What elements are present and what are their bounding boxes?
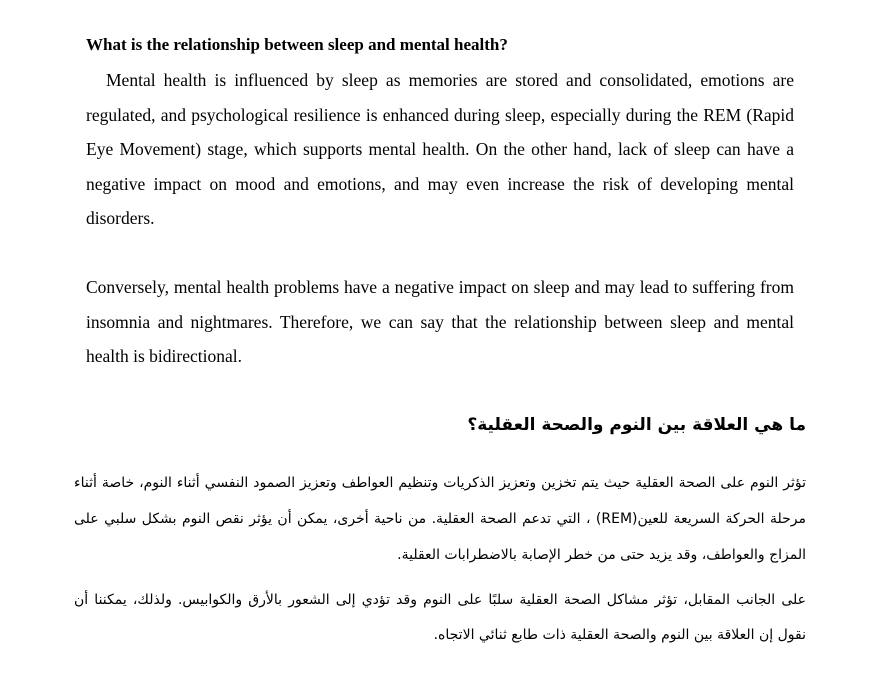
- arabic-paragraph-1: تؤثر النوم على الصحة العقلية حيث يتم تخزين وتعزيز الذكريات وتنظيم العواطف وتعزيز الصمود النفسي أثناء النوم، خاصة أثناء مرحلة الحركة السريعة للعين(REM) ، التي تدعم الصحة العقلية. من ناحية أخرى، يمكن أن يؤثر نقص النوم بشكل سلبي على المزاج والعواطف، وقد يزيد حتى من خطر الإصابة بالاضطرابات العقلية.: [74, 475, 806, 563]
- english-paragraph-2: Conversely, mental health problems have a negative impact on sleep and may lead to suffering from insomnia and nightmares. Therefore, we can say that the relationship between sleep and mental health is bidirectional.: [86, 277, 794, 366]
- arabic-heading: ما هي العلاقة بين النوم والصحة العقلية؟: [467, 415, 806, 435]
- english-paragraph-1: Mental health is influenced by sleep as memories are stored and consolidated, emotions are regulated, and psychological resilience is enhanced during sleep, especially during the REM (Rapid Eye Movement) stage, which supports mental health. On the other hand, lack of sleep can have a negative impact on mood and emotions, and may even increase the risk of developing mental disorders.: [86, 70, 794, 228]
- arabic-paragraph-2: على الجانب المقابل، تؤثر مشاكل الصحة العقلية سلبًا على النوم وقد تؤدي إلى الشعور بالأرق والكوابيس. ولذلك، يمكننا أن نقول إن العلاقة بين النوم والصحة العقلية ذات طابع ثنائي الاتجاه.: [74, 592, 806, 643]
- english-heading: What is the relationship between sleep and mental health?: [86, 35, 508, 54]
